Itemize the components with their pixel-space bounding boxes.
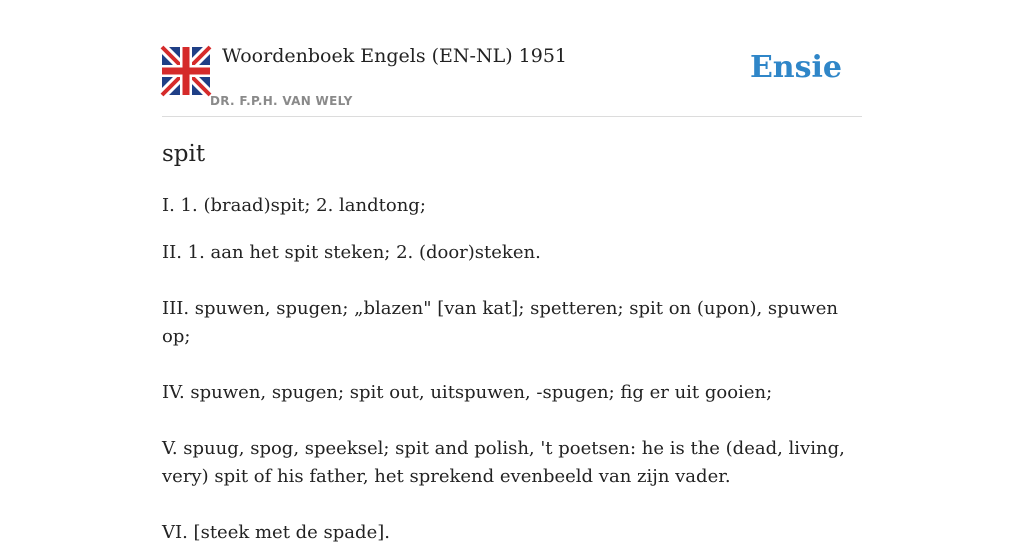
sense-5: V. spuug, spog, speeksel; spit and polish, 't poetsen: he is the (dead, living, very) spit of his father, het sprekend evenbeeld van zijn vader. — [162, 438, 845, 487]
entry-content — [162, 136, 862, 547]
dictionary-title[interactable]: Woordenboek Engels (EN-NL) 1951 — [222, 45, 567, 67]
sense-4: IV. spuwen, spugen; spit out, uitspuwen, -spugen; fig er uit gooien; — [162, 382, 773, 403]
sense-1: I. 1. (braad)spit; 2. landtong; — [162, 195, 426, 216]
uk-flag-icon — [162, 47, 210, 95]
headword: spit — [162, 141, 206, 167]
dictionary-header — [162, 0, 862, 117]
dictionary-author: DR. F.P.H. VAN WELY — [210, 94, 353, 108]
sense-3: III. spuwen, spugen; „blazen" [van kat]; spetteren; spit on (upon), spuwen op; — [162, 298, 838, 347]
sense-2: II. 1. aan het spit steken; 2. (door)steken. — [162, 242, 541, 263]
sense-6: VI. [steek met de spade]. — [162, 522, 390, 543]
ensie-logo-link[interactable]: Ensie — [749, 50, 842, 85]
